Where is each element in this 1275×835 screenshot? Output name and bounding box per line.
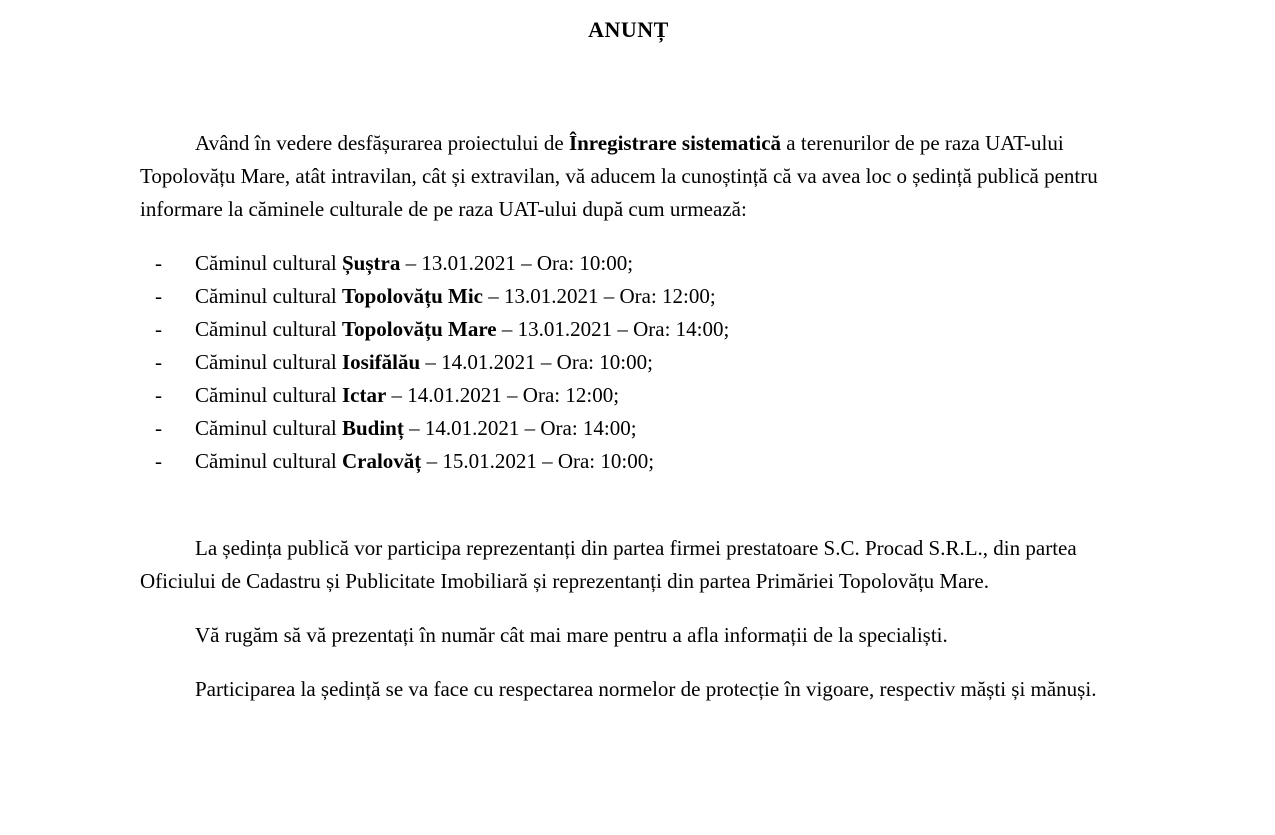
page-title: ANUNȚ — [588, 17, 669, 42]
schedule-list — [140, 247, 1117, 478]
venue-name: Șuștra — [341, 251, 401, 275]
invitation-paragraph: Vă rugăm să vă prezentați în număr cât mai mare pentru a afla informații de la specialiști. — [195, 623, 948, 647]
list-item — [140, 412, 1117, 445]
list-bullet: - — [155, 251, 162, 275]
venue-prefix: Căminul cultural — [195, 350, 342, 374]
venue-prefix: Căminul cultural — [195, 383, 342, 407]
venue-name: Iosifălău — [341, 350, 421, 374]
venue-name: Topolovățu Mic — [341, 284, 483, 308]
venue-details: – 13.01.2021 – Ora: 12:00; — [482, 284, 716, 308]
list-bullet: - — [155, 449, 162, 473]
venue-name: Cralovăț — [341, 449, 422, 473]
intro-paragraph — [140, 127, 1117, 226]
project-name-bold: Înregistrare sistematică — [568, 131, 782, 155]
list-item — [140, 445, 1117, 478]
list-bullet: - — [155, 317, 162, 341]
venue-name: Ictar — [341, 383, 387, 407]
list-item — [140, 346, 1117, 379]
venue-details: – 14.01.2021 – Ora: 14:00; — [403, 416, 637, 440]
list-bullet: - — [155, 416, 162, 440]
venue-prefix: Căminul cultural — [195, 317, 342, 341]
list-item — [140, 280, 1117, 313]
list-bullet: - — [155, 284, 162, 308]
venue-details: – 13.01.2021 – Ora: 10:00; — [400, 251, 634, 275]
venue-details: – 14.01.2021 – Ora: 12:00; — [386, 383, 620, 407]
intro-text-start: Având în vedere desfășurarea proiectului de — [195, 131, 569, 155]
venue-prefix: Căminul cultural — [195, 251, 342, 275]
venue-prefix: Căminul cultural — [195, 416, 342, 440]
venue-details: – 14.01.2021 – Ora: 10:00; — [420, 350, 653, 374]
list-bullet: - — [155, 383, 162, 407]
venue-details: – 15.01.2021 – Ora: 10:00; — [421, 449, 655, 473]
safety-paragraph: Participarea la ședință se va face cu respectarea normelor de protecție în vigoare, respectiv măști și mănuși. — [195, 677, 1097, 701]
venue-details: – 13.01.2021 – Ora: 14:00; — [496, 317, 730, 341]
intro-text-end: a terenurilor de pe raza UAT-ului Topolovățu Mare, atât intravilan, cât și extravilan, vă aducem la cunoștință că va avea loc o ședință publică pentru informare la căminele culturale de pe raza UAT-ului după cum urmează: — [140, 131, 1098, 221]
list-item — [140, 379, 1117, 412]
venue-name: Topolovățu Mare — [341, 317, 497, 341]
venue-prefix: Căminul cultural — [195, 449, 342, 473]
list-item — [140, 313, 1117, 346]
list-item — [140, 247, 1117, 280]
participants-paragraph: La ședința publică vor participa reprezentanți din partea firmei prestatoare S.C. Procad S.R.L., din partea Oficiului de Cadastru și Publicitate Imobiliară și reprezentanți din partea Primăriei Topolovățu Mare. — [140, 536, 1077, 593]
list-bullet: - — [155, 350, 162, 374]
venue-prefix: Căminul cultural — [195, 284, 342, 308]
venue-name: Budinț — [341, 416, 404, 440]
